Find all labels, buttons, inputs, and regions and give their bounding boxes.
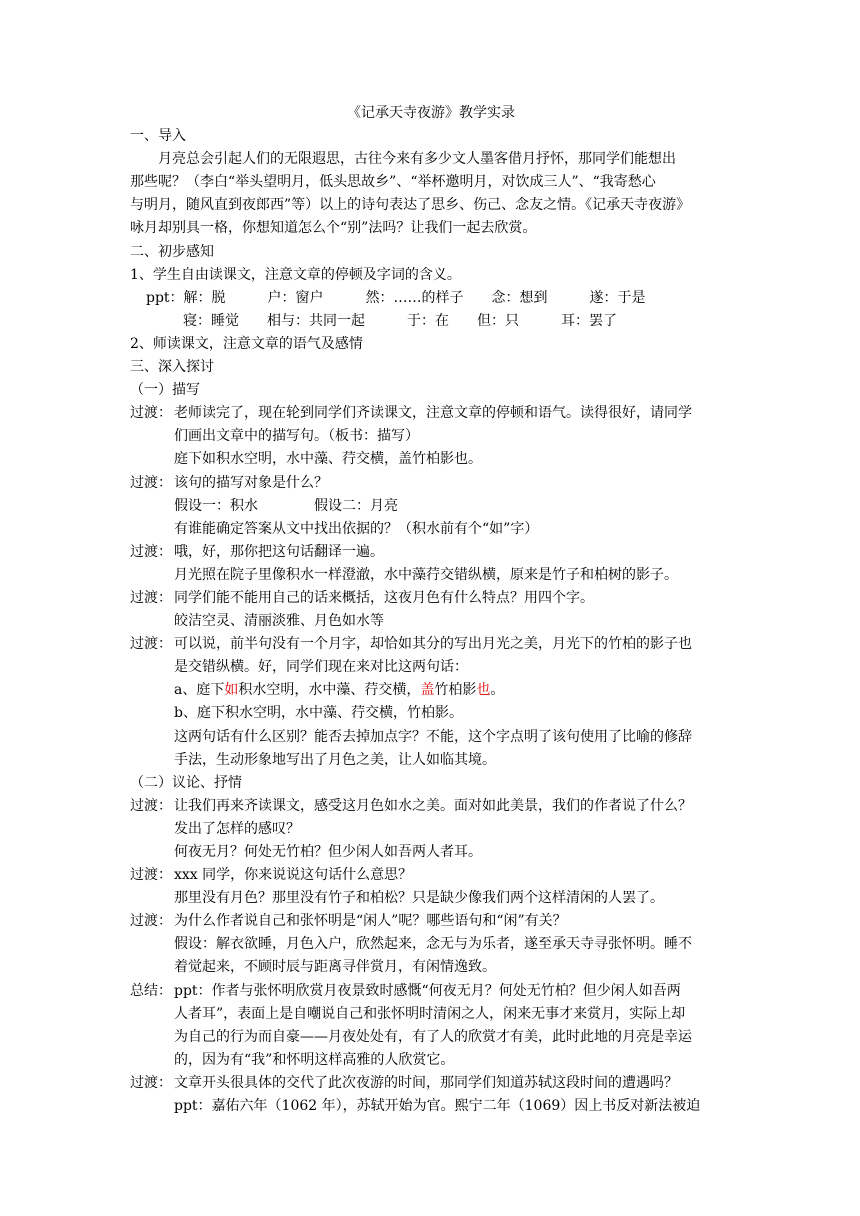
highlight-char: 如 — [224, 682, 239, 699]
step-line: 1、学生自由读课文，注意文章的停顿及字词的含义。 — [130, 266, 461, 283]
block-label: 过渡： — [130, 913, 172, 930]
text-span: 竹柏影 — [434, 682, 477, 699]
document-page — [130, 102, 732, 1118]
block-label: 总结： — [130, 982, 172, 999]
text-span: 。 — [490, 682, 505, 699]
block-label: 过渡： — [130, 797, 172, 814]
block-line: 这两句话有什么区别？能否去掉加点字？不能，这个字点明了该句使用了比喻的修辞 — [174, 728, 692, 745]
block-line: 那里没有月色？那里没有竹子和柏松？只是缺少像我们两个这样清闲的人罢了。 — [174, 890, 664, 907]
block-line: 月光照在院子里像积水一样澄澈，水中藻荇交错纵横，原来是竹子和柏树的影子。 — [174, 566, 678, 583]
transition-block — [130, 541, 732, 587]
paragraph-line: 那些呢？（李白“举头望明月，低头思故乡”、“举杯邀明月，对饮成三人”、“我寄愁心 — [130, 174, 656, 191]
document-title: 《记承天寺夜游》教学实录 — [347, 105, 515, 121]
transition-block — [130, 587, 732, 633]
vocab-line: 寝：睡觉 相与：共同一起 于：在 但：只 耳：罢了 — [183, 312, 617, 329]
block-label: 过渡： — [130, 1074, 172, 1091]
block-line: 着觉起来，不顾时辰与距离寻伴赏月，有闲情逸致。 — [174, 959, 496, 976]
section-heading: 一、导入 — [130, 128, 186, 145]
summary-block — [130, 980, 732, 1072]
transition-block — [130, 633, 732, 772]
block-line: ppt：作者与张怀明欣赏月夜景致时感慨“何夜无月？何处无竹柏？但少闲人如吾两 — [174, 982, 681, 999]
subsection-heading: （一）描写 — [130, 382, 200, 399]
compare-line-a — [174, 679, 692, 702]
text-span: a、庭下 — [174, 682, 225, 699]
section-heading: 三、深入探讨 — [130, 359, 214, 376]
subsection-heading: （二）议论、抒情 — [130, 774, 242, 791]
block-line: 为什么作者说自己和张怀明是“闲人”呢？哪些语句和“闲”有关？ — [174, 913, 567, 930]
vocab-line: ppt：解：脱 户：窗户 然：……的样子 念：想到 遂：于是 — [146, 289, 646, 306]
block-line: ppt：嘉佑六年（1062 年），苏轼开始为官。熙宁二年（1069）因上书反对新法被迫 — [174, 1098, 701, 1115]
block-line: 哦，好，那你把这句话翻译一遍。 — [174, 543, 384, 560]
block-label: 过渡： — [130, 589, 172, 606]
block-line: 的，因为有“我”和怀明这样高雅的人欣赏它。 — [174, 1051, 455, 1068]
block-line: 有谁能确定答案从文中找出依据的？（积水前有个“如”字） — [174, 520, 539, 537]
block-line: 该句的描写对象是什么？ — [174, 474, 328, 491]
block-line: 何夜无月？何处无竹柏？但少闲人如吾两人者耳。 — [174, 844, 482, 860]
text-span: 积水空明，水中藻、荇交横， — [238, 682, 421, 699]
block-line: 可以说，前半句没有一个月字，却恰如其分的写出月光之美，月光下的竹柏的影子也 — [174, 636, 692, 653]
transition-block — [130, 1072, 732, 1118]
block-line: 庭下如积水空明，水中藻、荇交横，盖竹柏影也。 — [174, 451, 482, 468]
block-label: 过渡： — [130, 474, 172, 491]
paragraph-line: 月亮总会引起人们的无限遐思，古往今来有多少文人墨客借月抒怀，那同学们能想出 — [158, 151, 676, 168]
compare-line-b: b、庭下积水空明，水中藻、荇交横，竹柏影。 — [174, 705, 463, 722]
block-line: 是交错纵横。好，同学们现在来对比这两句话： — [174, 659, 468, 676]
block-line: 皎洁空灵、清丽淡雅、月色如水等 — [174, 613, 384, 630]
block-line: 为自己的行为而自豪——月夜处处有，有了人的欣赏才有美，此时此地的月亮是幸运 — [174, 1028, 692, 1045]
paragraph-line: 与明月，随风直到夜郎西”等）以上的诗句表达了思乡、伤己、念友之情。《记承天寺夜游》 — [130, 197, 691, 214]
block-line: 手法，生动形象地写出了月色之美，让人如临其境。 — [174, 751, 496, 768]
block-line: 们画出文章中的描写句。（板书：描写） — [174, 428, 419, 445]
block-label: 过渡： — [130, 636, 172, 653]
block-line: 发出了怎样的感叹？ — [174, 820, 300, 837]
block-line: 假设：解衣欲睡，月色入户，欣然起来，念无与为乐者，遂至承天寺寻张怀明。睡不 — [174, 936, 692, 953]
section-heading: 二、初步感知 — [130, 243, 214, 260]
block-label: 过渡： — [130, 867, 172, 884]
transition-block — [130, 795, 732, 864]
block-line: 假设一：积水 假设二：月亮 — [174, 497, 398, 514]
block-label: 过渡： — [130, 405, 172, 422]
block-line: 老师读完了，现在轮到同学们齐读课文，注意文章的停顿和语气。读得很好，请同学 — [174, 405, 692, 422]
paragraph-line: 咏月却别具一格，你想知道怎么个“别”法吗？让我们一起去欣赏。 — [130, 220, 537, 237]
block-line: 人者耳”，表面上是自嘲说自己和张怀明时清闲之人，闲来无事才来赏月，实际上却 — [174, 1005, 686, 1022]
transition-block — [130, 864, 732, 910]
block-line: xxx 同学，你来说说这句话什么意思？ — [174, 867, 413, 884]
block-line: 同学们能不能用自己的话来概括，这夜月色有什么特点？用四个字。 — [174, 589, 594, 606]
highlight-char: 也 — [476, 682, 491, 699]
transition-block — [130, 472, 732, 541]
block-line: 让我们再来齐读课文，感受这月色如水之美。面对如此美景，我们的作者说了什么？ — [174, 797, 692, 814]
highlight-char: 盖 — [420, 682, 435, 699]
block-label: 过渡： — [130, 543, 172, 560]
transition-block — [130, 910, 732, 979]
step-line: 2、师读课文，注意文章的语气及感情 — [130, 335, 363, 352]
block-line: 文章开头很具体的交代了此次夜游的时间，那同学们知道苏轼这段时间的遭遇吗？ — [174, 1074, 678, 1091]
transition-block — [130, 402, 732, 471]
